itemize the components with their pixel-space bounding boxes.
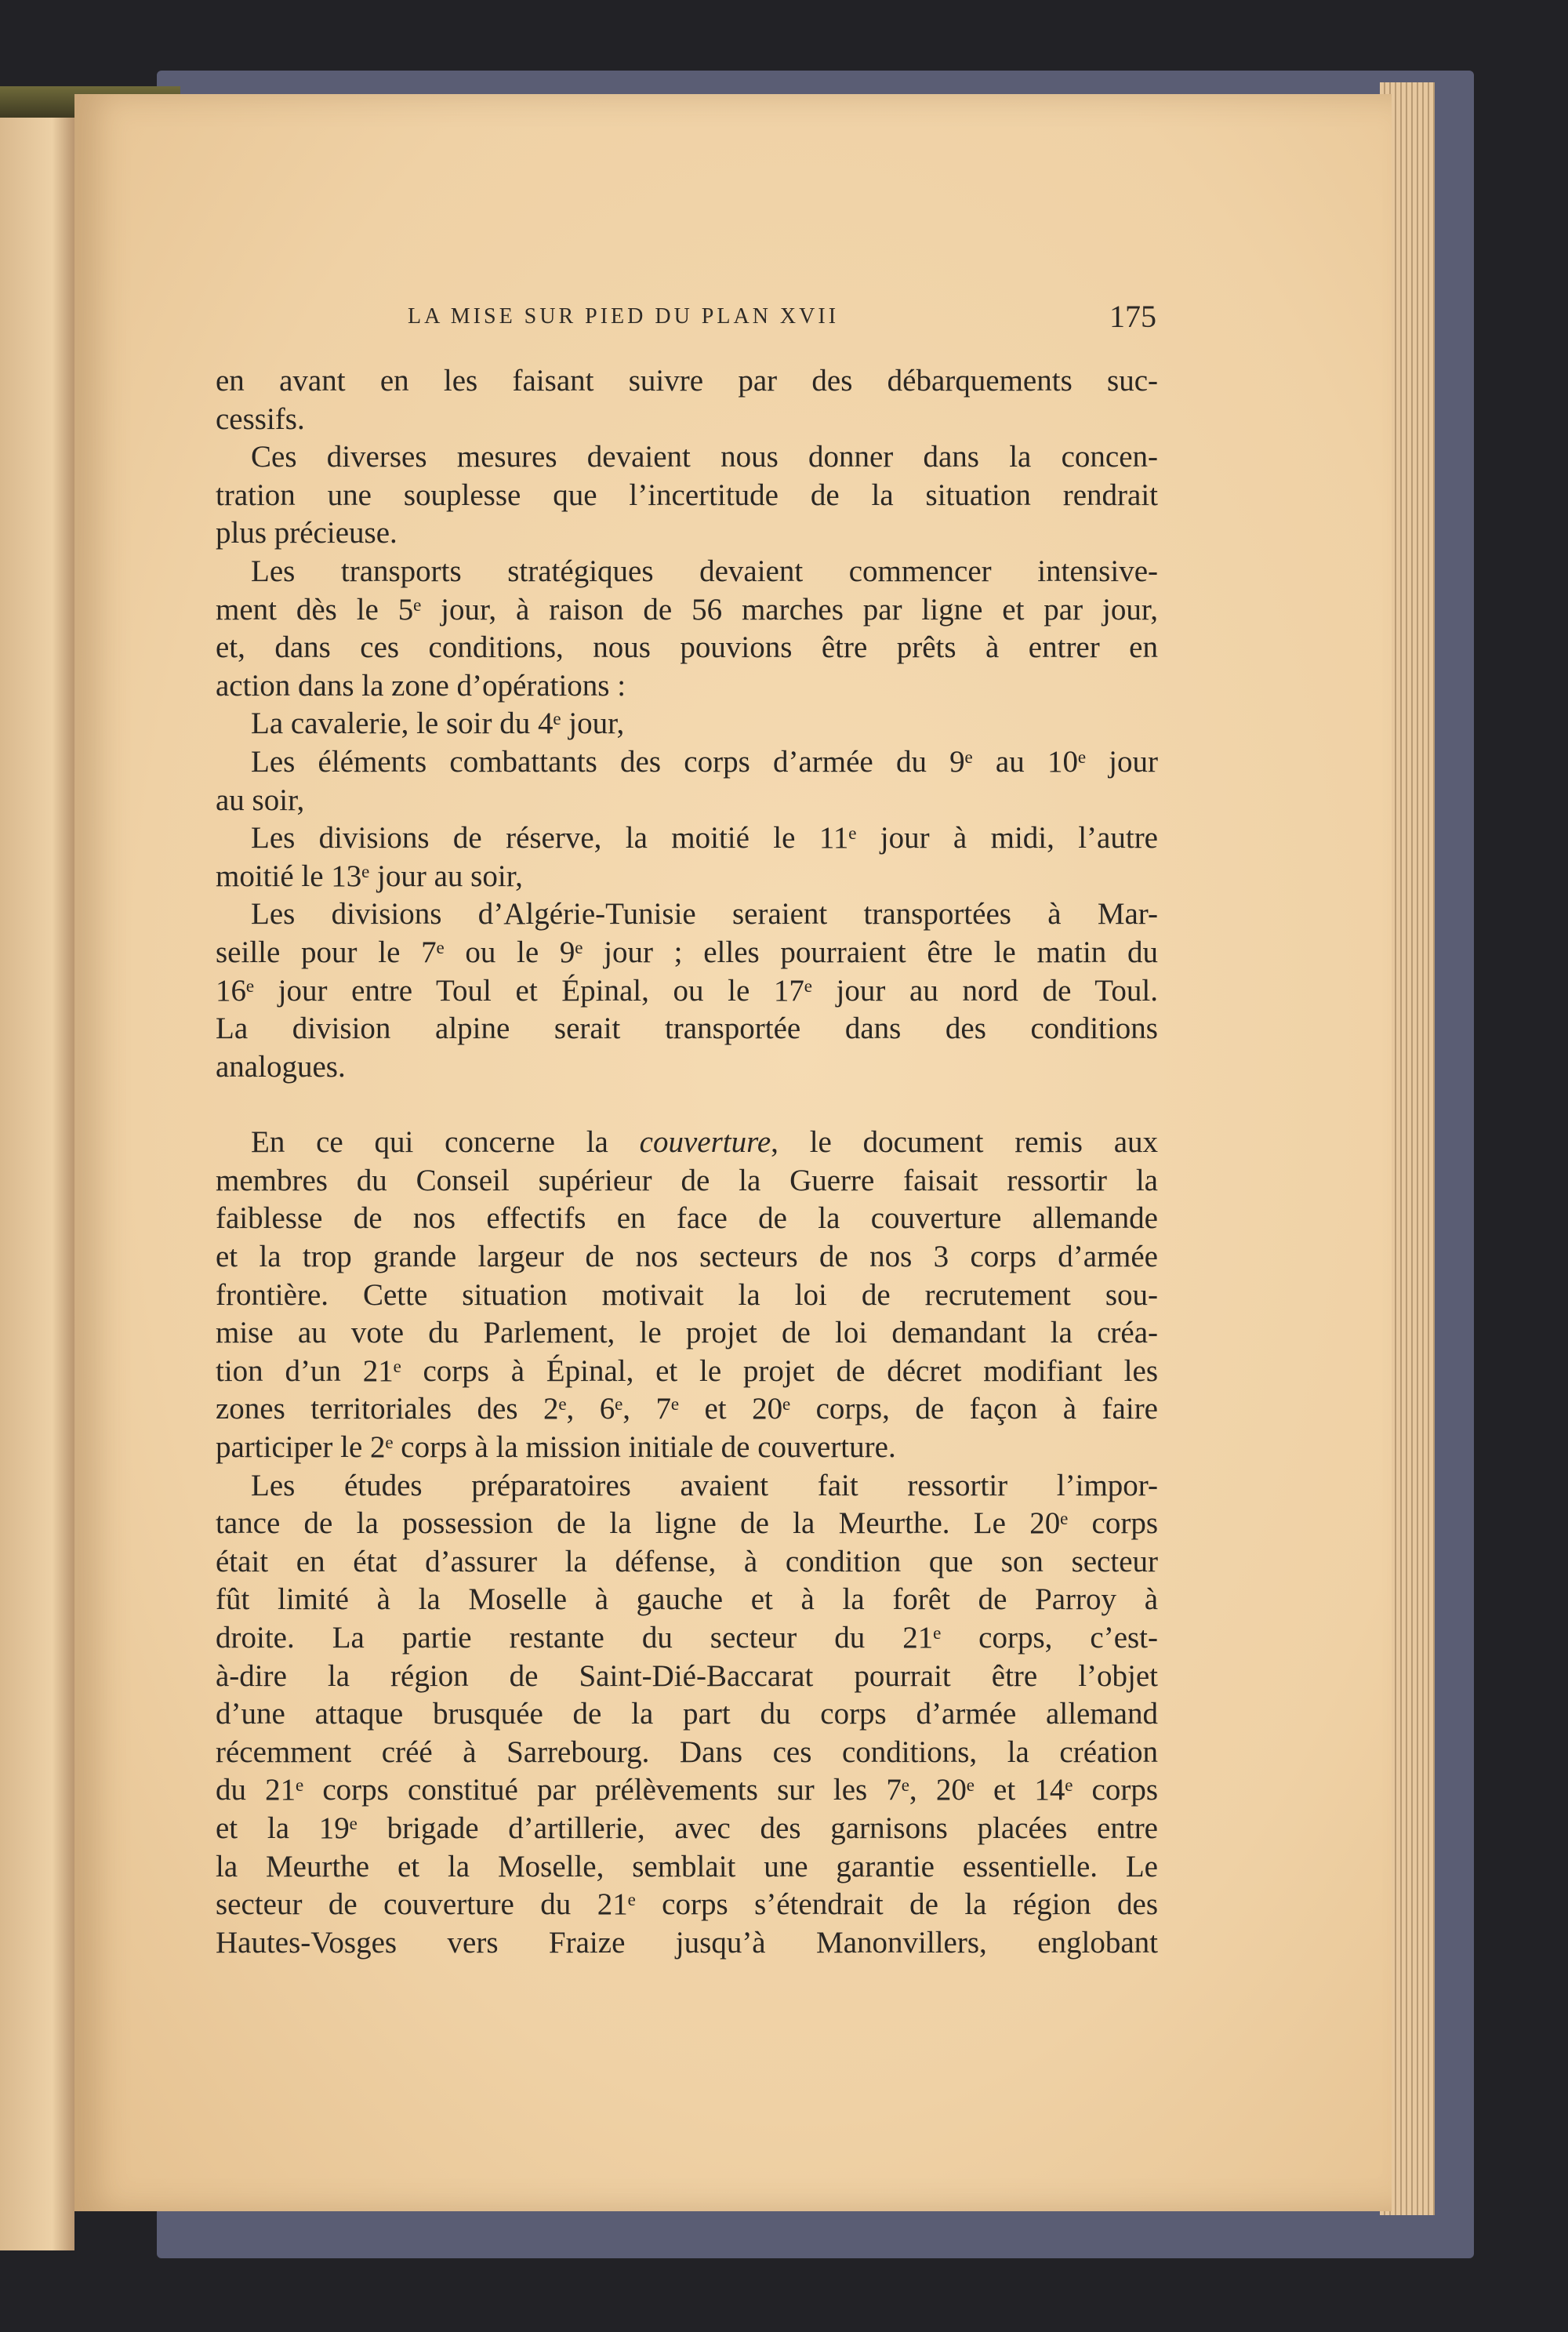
text-line xyxy=(216,1467,1158,1506)
italic-term: couverture xyxy=(639,1125,771,1160)
text-line xyxy=(216,895,1158,934)
text-line xyxy=(216,514,1158,553)
line-text: en avant en les faisant suivre par des débarquements suc- xyxy=(216,364,1158,398)
line-text: tance de la possession de la ligne de la Meurthe. Le 20ᵉ corps xyxy=(216,1506,1158,1541)
text-line xyxy=(216,972,1158,1011)
line-text: d’une attaque brusquée de la part du corps d’armée allemand xyxy=(216,1697,1158,1731)
text-line xyxy=(216,362,1158,401)
text-line xyxy=(216,1162,1158,1201)
line-text: Les divisions d’Algérie-Tunisie seraient transportées à Mar- xyxy=(251,897,1158,932)
line-text: zones territoriales des 2ᵉ, 6ᵉ, 7ᵉ et 20ᵉ corps, de façon à faire xyxy=(216,1392,1158,1426)
text-line xyxy=(216,1124,1158,1162)
text-line xyxy=(216,1810,1158,1848)
line-text: La division alpine serait transportée dans des conditions xyxy=(216,1012,1158,1046)
line-text: tration une souplesse que l’incertitude de la situation rendrait xyxy=(216,478,1158,512)
text-line xyxy=(216,477,1158,515)
line-text: et, dans ces conditions, nous pouvions être prêts à entrer en xyxy=(216,630,1158,665)
line-text: 16ᵉ jour entre Toul et Épinal, ou le 17ᵉ jour au nord de Toul. xyxy=(216,973,1158,1008)
line-text: plus précieuse. xyxy=(216,516,397,550)
text-line xyxy=(216,1505,1158,1543)
text-line xyxy=(216,1848,1158,1887)
line-text: analogues. xyxy=(216,1049,346,1084)
line-text: frontière. Cette situation motivait la loi de recrutement sou- xyxy=(216,1277,1158,1312)
text-line xyxy=(216,934,1158,972)
running-title: LA MISE SUR PIED DU PLAN XVII xyxy=(408,304,840,329)
line-text: participer le 2ᵉ corps à la mission initiale de couverture. xyxy=(216,1430,896,1465)
line-text: tion d’un 21ᵉ corps à Épinal, et le projet de décret modifiant les xyxy=(216,1353,1158,1388)
text-line xyxy=(216,1390,1158,1429)
line-text: seille pour le 7ᵉ ou le 9ᵉ jour ; elles pourraient être le matin du xyxy=(216,935,1158,969)
line-text: fût limité à la Moselle à gauche et à la forêt de Parroy à xyxy=(216,1582,1158,1617)
line-text: ment dès le 5ᵉ jour, à raison de 56 marches par ligne et par jour, xyxy=(216,592,1158,627)
text-line xyxy=(216,858,1158,896)
line-text: et la trop grande largeur de nos secteurs de nos 3 corps d’armée xyxy=(216,1240,1158,1274)
text-line xyxy=(216,1048,1158,1087)
line-text: mise au vote du Parlement, le projet de loi demandant la créa- xyxy=(216,1316,1158,1350)
line-text-after: , le document remis aux xyxy=(771,1125,1158,1160)
line-text: la Meurthe et la Moselle, semblait une garantie essentielle. Le xyxy=(216,1849,1158,1883)
line-text: Les éléments combattants des corps d’armée du 9ᵉ au 10ᵉ jour xyxy=(251,744,1158,779)
line-text: faiblesse de nos effectifs en face de la couverture allemande xyxy=(216,1201,1158,1236)
text-line xyxy=(216,1238,1158,1277)
line-text: à-dire la région de Saint-Dié-Baccarat pourrait être l’objet xyxy=(216,1658,1158,1693)
text-line xyxy=(216,1734,1158,1772)
line-text: moitié le 13ᵉ jour au soir, xyxy=(216,859,523,893)
text-line xyxy=(216,1924,1158,1963)
line-text: au soir, xyxy=(216,783,305,817)
line-text: Les études préparatoires avaient fait ressortir l’impor- xyxy=(251,1468,1158,1502)
line-text: action dans la zone d’opérations : xyxy=(216,668,626,703)
text-line xyxy=(216,1619,1158,1658)
page-number: 175 xyxy=(1109,299,1156,334)
text-line xyxy=(216,1010,1158,1048)
text-line xyxy=(216,1886,1158,1924)
line-text: Hautes-Vosges vers Fraize jusqu’à Manonvillers, englobant xyxy=(216,1925,1158,1960)
text-line xyxy=(216,591,1158,630)
left-page-edge xyxy=(0,118,74,2250)
line-text: En ce qui concerne la xyxy=(251,1125,608,1160)
line-text: membres du Conseil supérieur de la Guerre faisait ressortir la xyxy=(216,1163,1158,1197)
page-header xyxy=(216,298,1156,337)
line-text: du 21ᵉ corps constitué par prélèvements sur les 7ᵉ, 20ᵉ et 14ᵉ corps xyxy=(216,1773,1158,1807)
text-line xyxy=(216,1277,1158,1315)
line-text: secteur de couverture du 21ᵉ corps s’étendrait de la région des xyxy=(216,1887,1158,1922)
text-line xyxy=(216,1543,1158,1582)
line-text: droite. La partie restante du secteur du 21ᵉ corps, c’est- xyxy=(216,1621,1158,1655)
text-line xyxy=(216,705,1158,743)
text-line xyxy=(216,1658,1158,1696)
line-text: cessifs. xyxy=(216,401,305,436)
text-line xyxy=(216,553,1158,591)
line-text: Les transports stratégiques devaient commencer intensive- xyxy=(251,554,1158,588)
text-line xyxy=(216,819,1158,858)
text-line xyxy=(216,401,1158,439)
text-line xyxy=(216,1353,1158,1391)
line-text: récemment créé à Sarrebourg. Dans ces conditions, la création xyxy=(216,1734,1158,1769)
text-line xyxy=(216,1771,1158,1810)
text-line xyxy=(216,782,1158,820)
text-line xyxy=(216,1429,1158,1467)
line-text: était en état d’assurer la défense, à condition que son secteur xyxy=(216,1544,1158,1578)
text-line xyxy=(216,1200,1158,1238)
text-line xyxy=(216,438,1158,477)
text-line xyxy=(216,743,1158,782)
text-line xyxy=(216,629,1158,667)
line-text: Les divisions de réserve, la moitié le 11ᵉ jour à midi, l’autre xyxy=(251,821,1158,855)
text-line xyxy=(216,1581,1158,1619)
line-text: et la 19ᵉ brigade d’artillerie, avec des garnisons placées entre xyxy=(216,1811,1158,1845)
line-text: La cavalerie, le soir du 4ᵉ jour, xyxy=(251,707,625,741)
text-line xyxy=(216,1314,1158,1353)
body-text xyxy=(216,362,1158,1962)
text-line xyxy=(216,667,1158,706)
line-text: Ces diverses mesures devaient nous donner dans la concen- xyxy=(251,440,1158,474)
text-line xyxy=(216,1695,1158,1734)
